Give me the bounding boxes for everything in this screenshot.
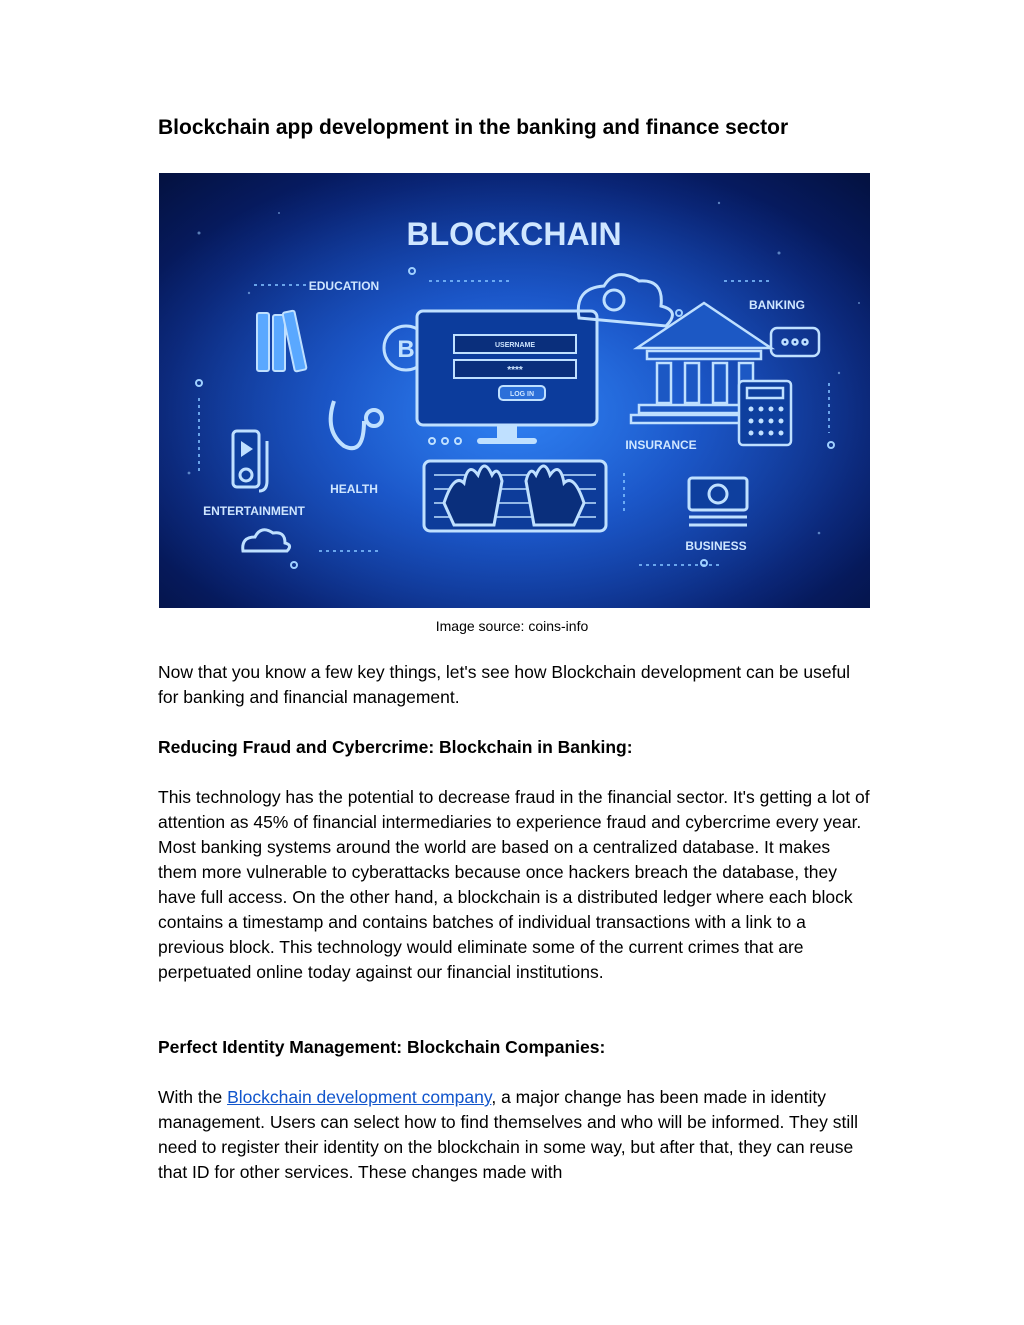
label-entertainment: ENTERTAINMENT xyxy=(203,504,305,518)
label-education: EDUCATION xyxy=(308,279,380,293)
fraud-paragraph: This technology has the potential to decrease fraud in the financial sector. It's getting a lot of attention as 45% of financial intermediaries to experience fraud and cybercrime every year. Most banking systems around the world are based on a centralized database. It makes them more vulnerable to cyberattacks because once hackers breach the database, they have full access. On the other hand, a blockchain is a distributed ledger where each block contains a timestamp and contains batches of individual transactions with a link to a previous block. This technology would eliminate some of the current crimes that are perpetuated online today against our financial institutions. xyxy=(158,787,870,982)
label-business: BUSINESS xyxy=(685,539,747,553)
identity-paragraph xyxy=(158,1085,870,1185)
intro-paragraph: Now that you know a few key things, let's see how Blockchain development can be useful for banking and financial management. xyxy=(158,662,851,707)
section-heading-fraud: Reducing Fraud and Cybercrime: Blockchain in Banking: xyxy=(158,737,633,757)
image-caption: Image source: coins-info xyxy=(435,618,589,634)
identity-text-rest: , a major change has been made in identity management. Users can select how to find themselves and who will be informed. They still need to register their identity on the blockchain in some way, but after that, they can reuse that ID for other services. These changes made with xyxy=(158,1087,859,1182)
svg-text:B: B xyxy=(397,336,415,363)
money-stack-icon xyxy=(689,478,747,525)
blockchain-development-company-link[interactable]: Blockchain development company xyxy=(227,1087,492,1107)
calculator-icon xyxy=(739,381,791,445)
label-banking: BANKING xyxy=(749,298,805,312)
label-login: LOG IN xyxy=(509,391,535,398)
monitor-icon xyxy=(417,311,597,444)
section-heading-identity: Perfect Identity Management: Blockchain Companies: xyxy=(158,1037,606,1057)
blockchain-illustration xyxy=(159,173,870,608)
label-insurance: INSURANCE xyxy=(625,438,697,452)
page-title: Blockchain app development in the banking and finance sector xyxy=(158,116,789,139)
label-password: **** xyxy=(507,365,523,376)
label-health: HEALTH xyxy=(330,482,378,496)
label-username: USERNAME xyxy=(494,342,536,349)
identity-text-start: With the xyxy=(158,1087,228,1107)
figure-heading: BLOCKCHAIN xyxy=(406,216,622,252)
